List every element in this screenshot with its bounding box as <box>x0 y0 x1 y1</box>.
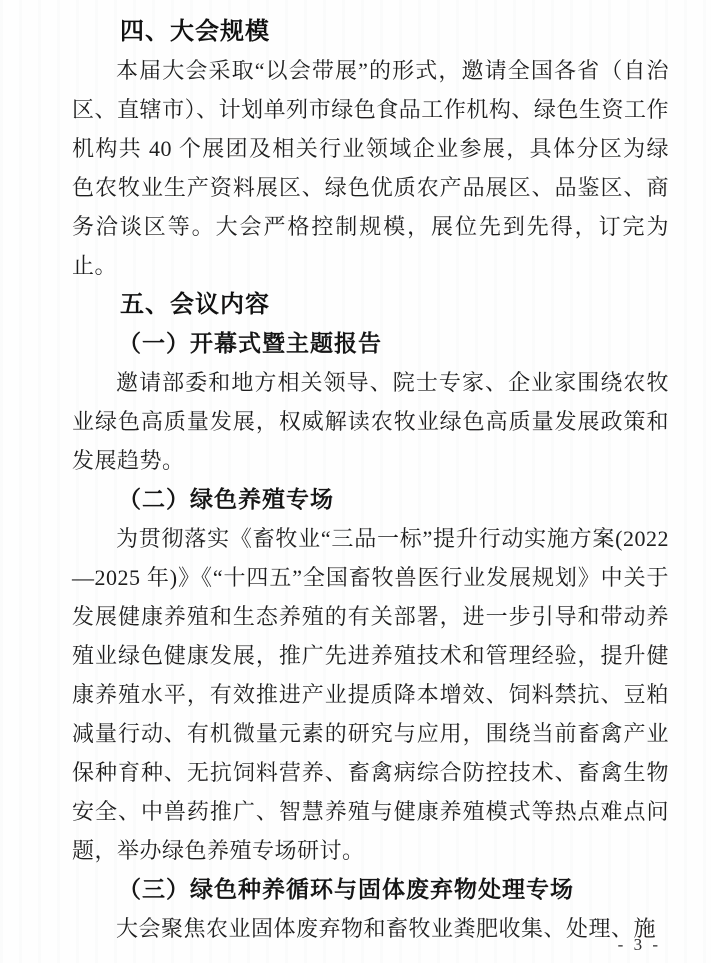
paragraph-conference-scale: 本届大会采取“以会带展”的形式，邀请全国各省（自治区、直辖市）、计划单列市绿色食品工作机构、绿色生资工作机构共 40 个展团及相关行业领域企业参展，具体分区为绿色农牧业生产资料展区、绿色优质农产品展区、品鉴区、商务洽谈区等。大会严格控制规模，展位先到先得，订完为止。 <box>72 58 669 278</box>
subheading-green-breeding-session: （二）绿色养殖专场 <box>118 487 334 512</box>
paragraph-circular-farming-session: 大会聚焦农业固体废弃物和畜牧业粪肥收集、处理、施 <box>116 916 657 941</box>
paragraph-opening-ceremony: 邀请部委和地方相关领导、院士专家、企业家围绕农牧业绿色高质量发展，权威解读农牧业绿色高质量发展政策和发展趋势。 <box>72 370 669 473</box>
paragraph-green-breeding-session: 为贯彻落实《畜牧业“三品一标”提升行动实施方案(2022—2025 年)》《“十四五”全国畜牧兽医行业发展规划》中关于发展健康养殖和生态养殖的有关部署，进一步引导和带动养殖业绿色健康发展，推广先进养殖技术和管理经验，提升健康养殖水平，有效推进产业提质降本增效、饲料禁抗、豆粕减量行动、有机微量元素的研究与应用，围绕当前畜禽产业保种育种、无抗饲料营养、畜禽病综合防控技术、畜禽生物安全、中兽药推广、智慧养殖与健康养殖模式等热点难点问题，举办绿色养殖专场研讨。 <box>72 526 669 863</box>
subheading-circular-farming-session: （三）绿色种养循环与固体废弃物处理专场 <box>118 877 574 902</box>
subheading-opening-ceremony: （一）开幕式暨主题报告 <box>118 331 382 356</box>
section-heading-conference-scale: 四、大会规模 <box>120 18 270 45</box>
page-number: - 3 - <box>617 935 661 954</box>
section-heading-meeting-content: 五、会议内容 <box>120 291 270 318</box>
